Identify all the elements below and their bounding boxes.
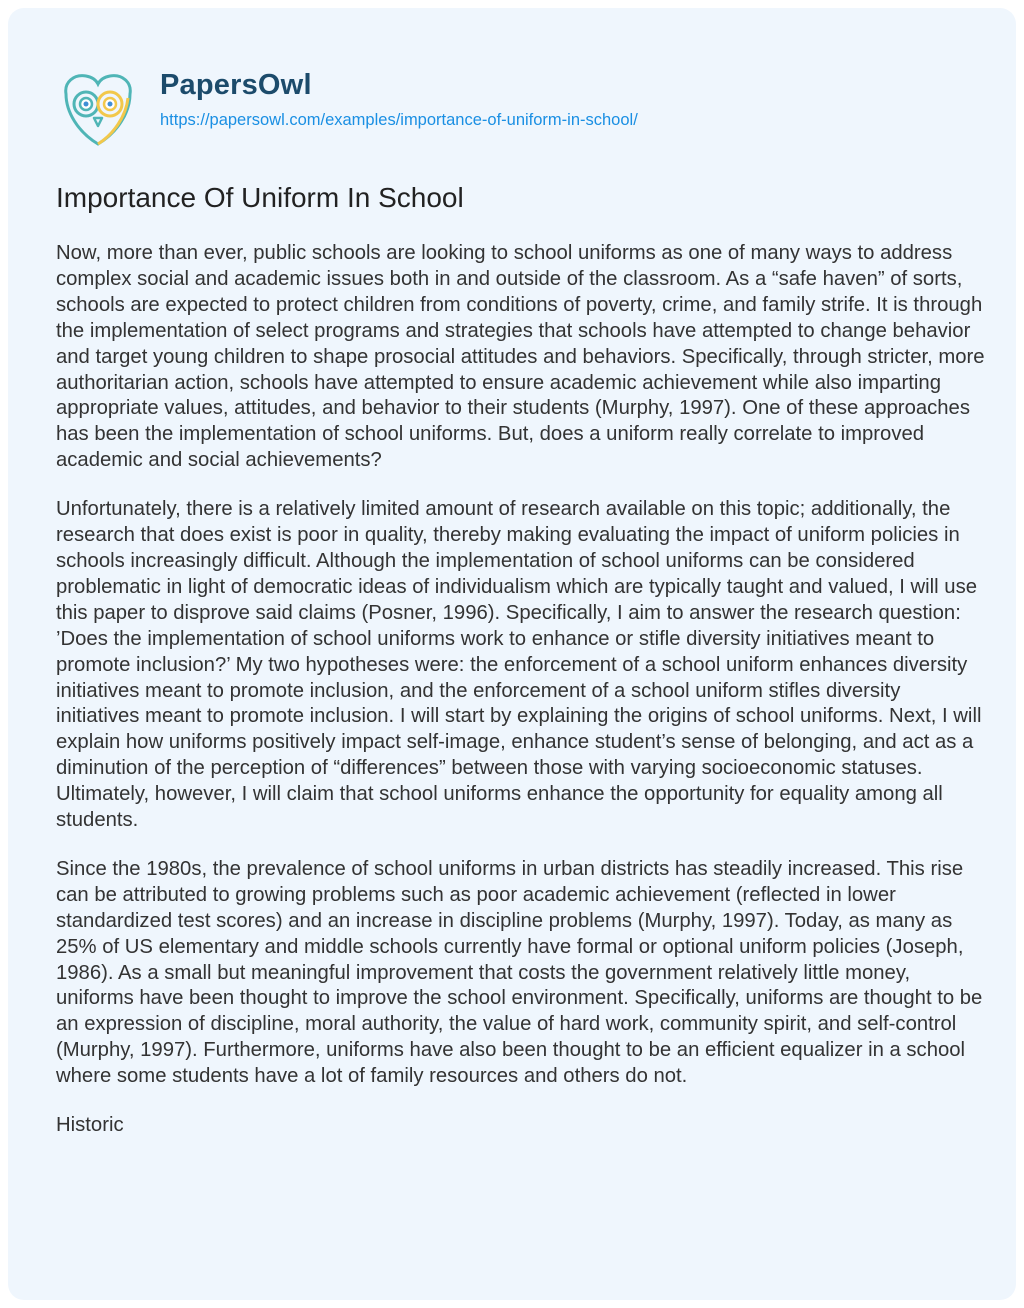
brand-block [160,68,638,131]
page-title: Importance Of Uniform In School [56,182,464,213]
document-card [8,8,1016,1300]
paragraph: Since the 1980s, the prevalence of school uniforms in urban districts has steadily increased. This rise can be attributed to growing problems such as poor academic achievement (reflected in lower standardized test scores) and an increase in discipline problems (Murphy, 1997). Today, as many as 25% of US elementary and middle schools currently have formal or optional uniform policies (Joseph, 1986). As a small but meaningful improvement that costs the government relatively little money, uniforms have been thought to improve the school environment. Specifically, uniforms are thought to be an expression of discipline, moral authority, the value of hard work, community spirit, and self-control (Murphy, 1997). Furthermore, uniforms have also been thought to be an efficient equalizer in a school where some students have a lot of family resources and others do not. [56,857,983,1088]
essay-body [56,241,988,1162]
paragraph: Historic [56,1114,124,1137]
paragraph: Unfortunately, there is a relatively limited amount of research available on this topic; additionally, the research that does exist is poor in quality, thereby making evaluating the impact of uniform policies in schools increasingly difficult. Although the implementation of school uniforms can be considered problematic in light of democratic ideas of individualism which are typically taught and valued, I will use this paper to disprove said claims (Posner, 1996). Specifically, I aim to answer the research question: ’Does the implementation of school uniforms work to enhance or stifle diversity initiatives meant to promote inclusion?’ My two hypotheses were: the enforcement of a school uniform enhances diversity initiatives meant to promote inclusion, and the enforcement of a school uniform stifles diversity initiatives meant to promote inclusion. I will start by explaining the origins of school uniforms. Next, I will explain how uniforms positively impact self-image, enhance student’s sense of belonging, and act as a diminution of the perception of “differences” between those with varying socioeconomic statuses. Ultimately, however, I will claim that school uniforms enhance the opportunity for equality among all students. [56,498,982,832]
paragraph: Now, more than ever, public schools are looking to school uniforms as one of many ways to address complex social and academic issues both in and outside of the classroom. As a “safe haven” of sorts, schools are expected to protect children from conditions of poverty, crime, and family strife. It is through the implementation of select programs and strategies that schools have attempted to change behavior and target young children to shape prosocial attitudes and behaviors. Specifically, through stricter, more authoritarian action, schools have attempted to ensure academic achievement while also imparting appropriate values, attitudes, and behavior to their students (Murphy, 1997). One of these approaches has been the implementation of school uniforms. But, does a uniform really correlate to improved academic and social achievements? [56,242,985,472]
source-url-link[interactable]: https://papersowl.com/examples/importance-of-uniform-in-school/ [160,111,638,129]
owl-logo-icon [56,68,140,148]
brand-name[interactable]: PapersOwl [160,69,312,101]
